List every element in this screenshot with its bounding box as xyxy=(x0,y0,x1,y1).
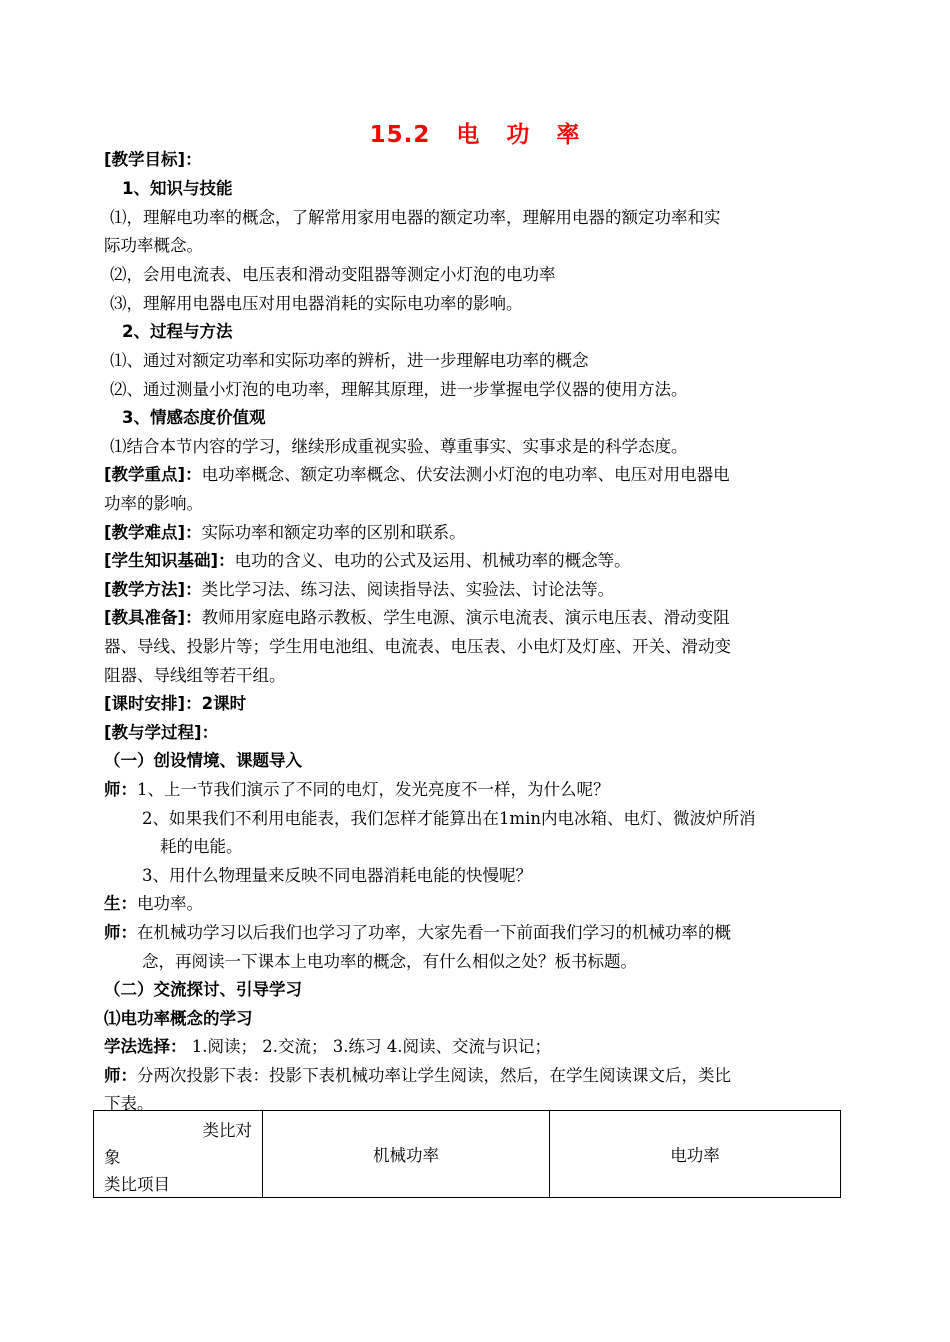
text-line: ⑵，会用电流表、电压表和滑动变阻器等测定小灯泡的电功率 xyxy=(110,265,556,284)
text-line: [教学重点]：电功率概念、额定功率概念、伏安法测小灯泡的电功率、电压对用电器电 xyxy=(104,465,730,484)
text-line: 2、如果我们不利用电能表，我们怎样才能算出在1min内电冰箱、电灯、微波炉所消 xyxy=(142,809,756,828)
text-line: ⑴、通过对额定功率和实际功率的辨析，进一步理解电功率的概念 xyxy=(110,351,589,370)
text-line: [教学目标]： xyxy=(104,150,202,169)
table-header-diagonal-cell xyxy=(94,1111,263,1198)
text-line: 下表。 xyxy=(104,1094,154,1113)
header-analogy-object: 类比对 xyxy=(202,1121,252,1140)
text-line: [课时安排]：2课时 xyxy=(104,694,247,713)
title-char-3: 率 xyxy=(556,122,581,148)
page-title xyxy=(0,116,950,149)
text-line: 际功率概念。 xyxy=(104,236,203,255)
header-analogy-item: 类比项目 xyxy=(104,1175,170,1194)
text-line: 2、过程与方法 xyxy=(122,322,233,341)
text-line: 耗的电能。 xyxy=(160,837,243,856)
text-line: 3、用什么物理量来反映不同电器消耗电能的快慢呢？ xyxy=(142,866,532,885)
comparison-table xyxy=(93,1110,841,1198)
text-line: ⑴，理解电功率的概念，了解常用家用电器的额定功率，理解用电器的额定功率和实 xyxy=(110,208,721,227)
text-line: ⑴结合本节内容的学习，继续形成重视实验、尊重事实、实事求是的科学态度。 xyxy=(110,437,688,456)
text-line: 学法选择： 1.阅读； 2.交流； 3.练习 4.阅读、交流与识记； xyxy=(104,1037,551,1056)
text-line: 阻器、导线组等若干组。 xyxy=(104,666,286,685)
text-line: ⑵、通过测量小灯泡的电功率，理解其原理，进一步掌握电学仪器的使用方法。 xyxy=(110,380,688,399)
title-char-1: 电 xyxy=(456,122,481,148)
header-electric-power: 电功率 xyxy=(550,1111,841,1198)
text-line: 3、情感态度价值观 xyxy=(122,408,266,427)
text-line: ⑶，理解用电器电压对用电器消耗的实际电功率的影响。 xyxy=(110,294,523,313)
text-line: 生：电功率。 xyxy=(104,894,203,913)
text-line: 师：在机械功学习以后我们也学习了功率，大家先看一下前面我们学习的机械功率的概 xyxy=(104,923,731,942)
text-line: （二）交流探讨、引导学习 xyxy=(104,980,302,999)
title-number: 15.2 xyxy=(369,122,431,148)
title-char-2: 功 xyxy=(506,122,531,148)
text-line: 师：1、上一节我们演示了不同的电灯，发光亮度不一样，为什么呢？ xyxy=(104,780,610,799)
text-line: （一）创设情境、课题导入 xyxy=(104,751,302,770)
table-row xyxy=(94,1111,841,1198)
text-line: ⑴电功率概念的学习 xyxy=(104,1009,253,1028)
header-mechanical-power: 机械功率 xyxy=(263,1111,550,1198)
text-line: 器、导线、投影片等；学生用电池组、电流表、电压表、小电灯及灯座、开关、滑动变 xyxy=(104,637,731,656)
text-line: 师：分两次投影下表：投影下表机械功率让学生阅读，然后，在学生阅读课文后，类比 xyxy=(104,1066,731,1085)
header-analogy-object-cont: 象 xyxy=(104,1148,121,1167)
text-line: [教具准备]：教师用家庭电路示教板、学生电源、演示电流表、演示电压表、滑动变阻 xyxy=(104,608,730,627)
text-line: 1、知识与技能 xyxy=(122,179,233,198)
text-line: 念，再阅读一下课本上电功率的概念，有什么相似之处？板书标题。 xyxy=(142,952,637,971)
text-line: [学生知识基础]：电功的含义、电功的公式及运用、机械功率的概念等。 xyxy=(104,551,631,570)
text-line: 功率的影响。 xyxy=(104,494,203,513)
text-line: [教学方法]：类比学习法、练习法、阅读指导法、实验法、讨论法等。 xyxy=(104,580,615,599)
text-line: [教学难点]：实际功率和额定功率的区别和联系。 xyxy=(104,523,466,542)
text-line: [教与学过程]： xyxy=(104,723,219,742)
